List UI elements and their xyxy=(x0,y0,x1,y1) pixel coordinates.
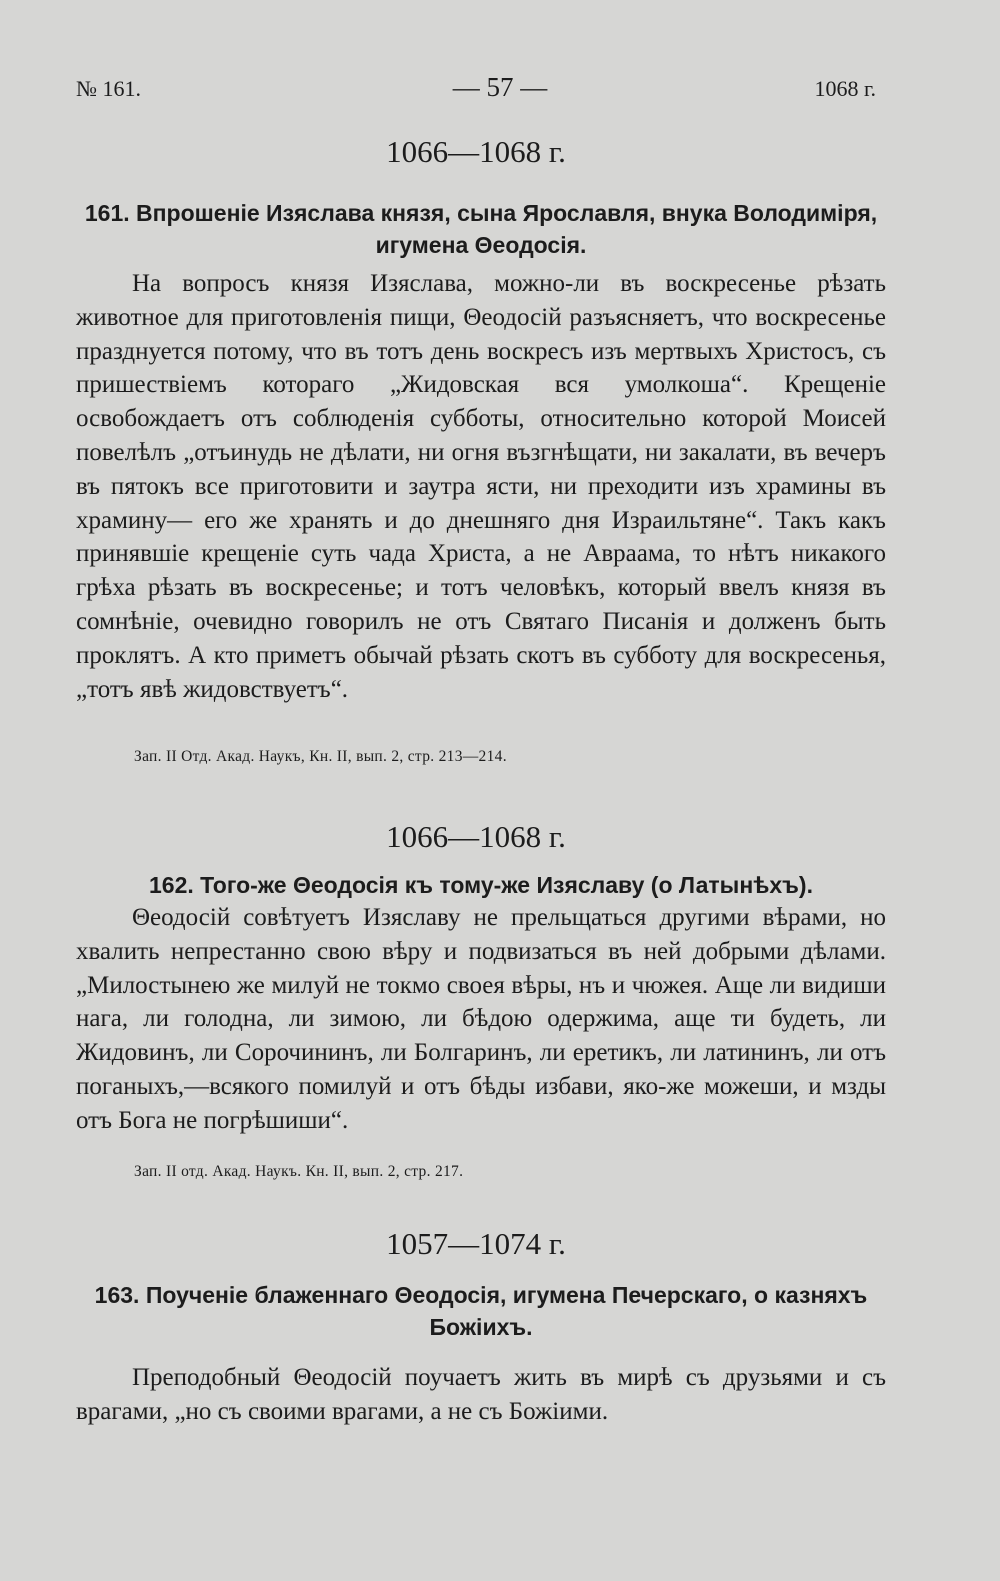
entry-162-citation: Зап. II отд. Акад. Наукъ. Кн. II, вып. 2, стр. 217. xyxy=(134,1163,464,1180)
entry-162-number: 162 xyxy=(149,872,188,898)
entry-163-number: 163 xyxy=(94,1282,134,1308)
entry-162-body xyxy=(76,901,886,1138)
entry-163-title: Поученіе блаженнаго Θеодосія, игумена Печерскаго, о казняхъ Божіихъ. xyxy=(145,1282,868,1340)
entry-162-text: Θеодосій совѣтуетъ Изяславу не прельщаться другими вѣрами, но хвалить непрестанно свою вѣру и подвизаться въ ней добрыми дѣлами. „Милостынею же милуй не токмо своея вѣры, нъ и чюжея. Аще ли видиши нага, ли голодна, ли зимою, ли бѣдою одержима, аще ти будеть, ли Жидовинъ, ли Сорочининъ, ли Болгаринъ, ли еретикъ, ли латининъ, ли отъ поганыхъ,—всякого помилуй и отъ бѣды избави, яко-же можеши, и мзды отъ Бога не погрѣшиши“. xyxy=(76,904,886,1134)
entry-161-body xyxy=(76,267,886,706)
entry-161-heading: 161. Впрошеніе Изяслава князя, сына Ярославля, внука Володиміря, игумена Θеодосія. xyxy=(84,200,878,258)
entry-161-number: 161 xyxy=(84,200,124,226)
entry-163-body xyxy=(76,1361,886,1429)
entry-163-date: 1057—1074 г. xyxy=(386,1226,566,1261)
entry-162-title: Того-же Θеодосія къ тому-же Изяславу (о Латынѣхъ). xyxy=(200,872,813,898)
header-year: 1068 г. xyxy=(814,76,876,101)
document-number: № 161. xyxy=(76,76,141,101)
entry-161-date: 1066—1068 г. xyxy=(386,134,566,169)
entry-161-text: На вопросъ князя Изяслава, можно-ли въ воскресенье рѣзать животное для приготовленія пищи, Θеодосій разъясняетъ, что воскресенье празднуется потому, что въ тотъ день воскресъ изъ мертвыхъ Христосъ, съ пришествіемъ котораго „Жидовская вся умолкоша“. Крещеніе освобождаетъ отъ соблюденія субботы, относительно которой Моисей повелѣлъ „отъинудь не дѣлати, ни огня възгнѣщати, ни закалати, въ вечеръ въ пятокъ все приготовити и заутра ясти, ни преходити изъ храмины въ храмину— его же хранять и до днешняго дня Израильтяне“. Такъ какъ принявшіе крещеніе суть чада Христа, а не Авраама, то нѣтъ никакого грѣха рѣзать въ воскресенье; и тотъ человѣкъ, который ввелъ князя въ сомнѣніе, очевидно говорилъ не отъ Святаго Писанія и долженъ быть проклятъ. А кто приметъ обычай рѣзать скотъ въ субботу для воскресенья, „тотъ явѣ жидовствуетъ“. xyxy=(76,270,886,703)
entry-163-heading: 163. Поученіе блаженнаго Θеодосія, игумена Печерскаго, о казняхъ Божіихъ. xyxy=(94,1282,868,1340)
running-head xyxy=(0,72,1000,116)
entry-163-text: Преподобный Θеодосій поучаетъ жить въ мирѣ съ друзьями и съ врагами, „но съ своими врагами, а не съ Божіими. xyxy=(76,1364,886,1425)
page-number: — 57 — xyxy=(452,72,548,102)
entry-162-date: 1066—1068 г. xyxy=(386,819,566,854)
entry-161-title: Впрошеніе Изяслава князя, сына Ярославля, внука Володиміря, игумена Θеодосія. xyxy=(136,200,878,258)
entry-161-citation: Зап. II Отд. Акад. Наукъ, Кн. II, вып. 2, стр. 213—214. xyxy=(134,748,507,765)
entry-162-heading: 162. Того-же Θеодосія къ тому-же Изяславу (о Латынѣхъ). xyxy=(149,872,813,898)
